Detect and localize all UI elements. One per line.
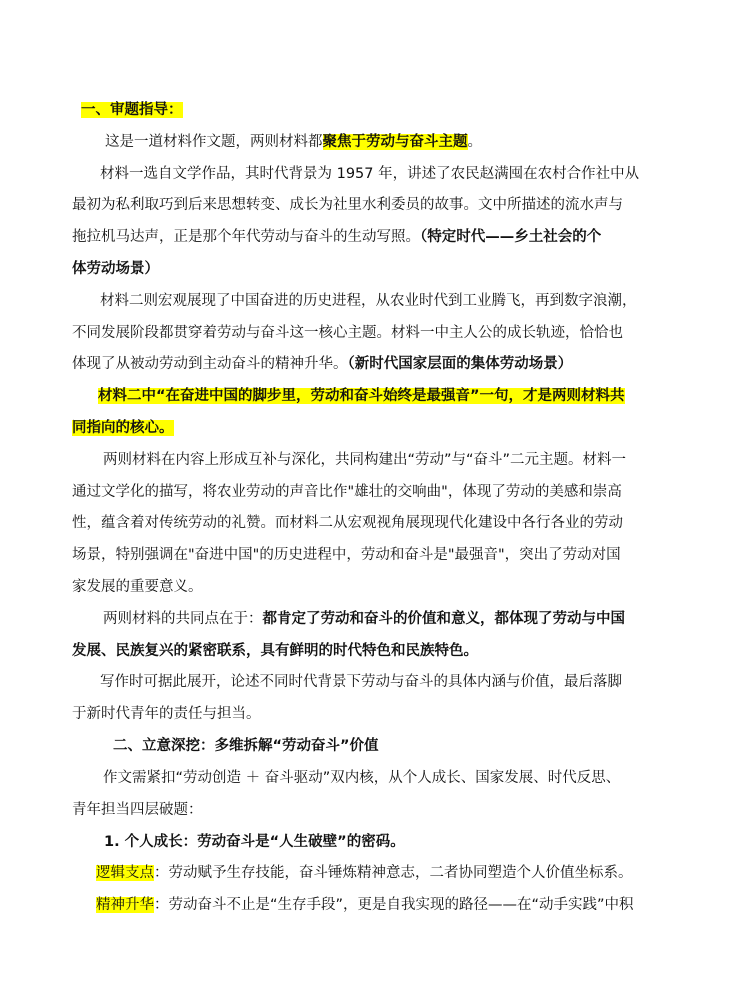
bold-note: （特定时代——乡土社会的个 xyxy=(420,229,602,245)
paragraph-core-dual-line1: 作文需紧扣“劳动创造 ＋ 奋斗驱动”双内核，从个人成长、国家发展、时代反思、 xyxy=(103,770,621,786)
paragraph-compare-line5: 家发展的重要意义。 xyxy=(72,579,203,595)
paragraph-writing-line2: 于新时代青年的责任与担当。 xyxy=(72,706,261,722)
heading-review-guidance xyxy=(81,100,183,120)
highlight-core: 同指向的核心。 xyxy=(72,420,174,436)
paragraph-logic-point: 逻辑支点：劳动赋予生存技能，奋斗锤炼精神意志，二者协同塑造个人价值坐标系。 xyxy=(96,865,633,881)
paragraph-writing-line1: 写作时可据此展开，论述不同时代背景下劳动与奋斗的具体内涵与价值，最后落脚 xyxy=(100,674,622,690)
paragraph-core-dual-line2: 青年担当四层破题： xyxy=(72,802,203,818)
paragraph-compare-line1: 两则材料在内容上形成互补与深化，共同构建出“劳动”与“奋斗”二元主题。材料一 xyxy=(103,452,627,468)
paragraph-common-line1: 两则材料的共同点在于：都肯定了劳动和奋斗的价值和意义，都体现了劳动与中国 xyxy=(103,611,625,627)
bold-common: 都肯定了劳动和奋斗的价值和意义，都体现了劳动与中国 xyxy=(262,611,625,627)
heading-personal-growth: 1. 个人成长：劳动奋斗是“人生破壁”的密码。 xyxy=(104,834,405,850)
tag-logic-point: 逻辑支点 xyxy=(96,865,154,881)
paragraph-compare-line3: 性，蕴含着对传统劳动的礼赞。而材料二从宏观视角展现现代化建设中各行各业的劳动 xyxy=(72,515,623,531)
paragraph-common-line2: 发展、民族复兴的紧密联系，具有鲜明的时代特色和民族特色。 xyxy=(72,643,478,659)
tag-spirit-elevation: 精神升华 xyxy=(96,897,154,913)
highlight-theme: 聚焦于劳动与奋斗主题 xyxy=(322,134,468,150)
paragraph-material1-line1: 材料一选自文学作品，其时代背景为 1957 年，讲述了农民赵满囤在农村合作社中从 xyxy=(100,166,640,182)
heading-highlight: 一、审题指导： xyxy=(81,102,183,118)
paragraph-material2-line2: 不同发展阶段都贯穿着劳动与奋斗这一核心主题。材料一中主人公的成长轨迹，恰恰也 xyxy=(72,325,623,341)
paragraph-material1-line4: 体劳动场景） xyxy=(72,261,159,277)
paragraph-compare-line4: 场景，特别强调在"奋进中国"的历史进程中，劳动和奋斗是"最强音"，突出了劳动对国 xyxy=(72,547,621,563)
paragraph-intro: 这是一道材料作文题，两则材料都聚焦于劳动与奋斗主题。 xyxy=(105,134,482,150)
paragraph-material2-line3: 体现了从被动劳动到主动奋斗的精神升华。（新时代国家层面的集体劳动场景） xyxy=(72,356,573,372)
bold-note: （新时代国家层面的集体劳动场景） xyxy=(347,356,573,372)
paragraph-core-line1 xyxy=(98,386,625,406)
paragraph-core-line2 xyxy=(72,418,174,438)
paragraph-material1-line2: 最初为私利取巧到后来思想转变、成长为社里水利委员的故事。文中所描述的流水声与 xyxy=(72,197,623,213)
heading-deep-meaning: 二、立意深挖：多维拆解“劳动奋斗”价值 xyxy=(113,738,379,754)
paragraph-compare-line2: 通过文学化的描写，将农业劳动的声音比作"雄壮的交响曲"，体现了劳动的美感和崇高 xyxy=(72,484,622,500)
paragraph-material1-line3: 拖拉机马达声，正是那个年代劳动与奋斗的生动写照。（特定时代——乡土社会的个 xyxy=(72,229,602,245)
paragraph-spirit-elevation: 精神升华：劳动奋斗不止是“生存手段”，更是自我实现的路径——在“动手实践”中积 xyxy=(96,897,634,913)
highlight-core: 材料二中“在奋进中国的脚步里，劳动和奋斗始终是最强音”一句，才是两则材料共 xyxy=(98,388,625,404)
paragraph-material2-line1: 材料二则宏观展现了中国奋进的历史进程，从农业时代到工业腾飞，再到数字浪潮， xyxy=(100,293,637,309)
